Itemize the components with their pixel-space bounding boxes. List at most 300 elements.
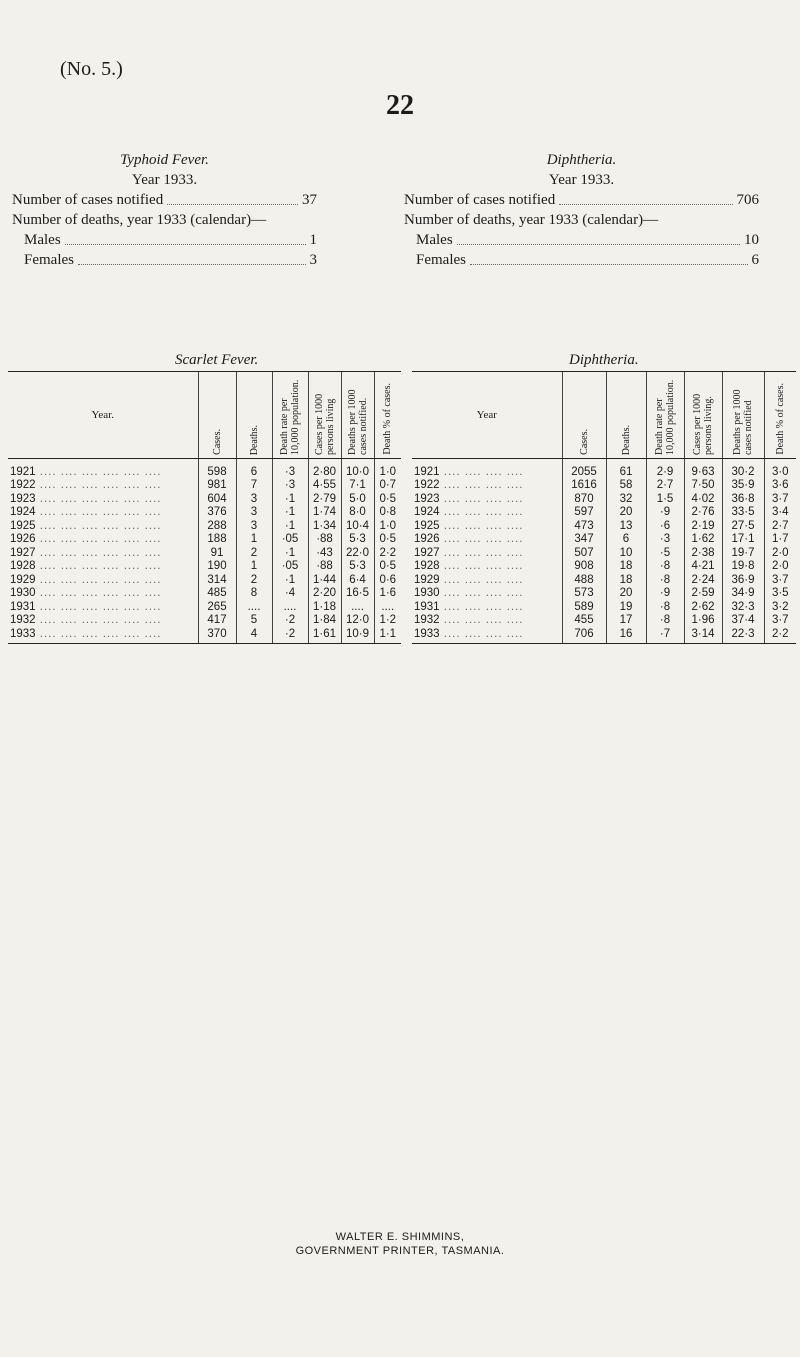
- table-cell: ·1: [272, 546, 308, 560]
- table-cell: 1·62: [684, 533, 722, 547]
- table-cell: 61: [606, 459, 646, 479]
- row-year: 1929: [10, 573, 36, 586]
- page-number: 22: [386, 90, 414, 121]
- table-cell: 35·9: [722, 479, 764, 493]
- table-cell: 2·38: [684, 546, 722, 560]
- table-cell: ·8: [646, 614, 684, 628]
- table-row: [412, 614, 796, 628]
- col-header-cases-per-1000-text: Cases per 1000 persons living: [313, 393, 336, 455]
- table-cell: 2·7: [764, 519, 796, 533]
- table-cell: 4·21: [684, 560, 722, 574]
- row-year: 1928: [414, 560, 440, 573]
- table-cell: 188: [198, 533, 236, 547]
- table-cell: 20: [606, 506, 646, 520]
- row-year: 1931: [414, 600, 440, 613]
- row-year-cell: 1930 .... .... .... ....: [414, 587, 524, 600]
- table-cell: 3·6: [764, 479, 796, 493]
- table-cell: 3·7: [764, 492, 796, 506]
- table-cell: 6: [606, 533, 646, 547]
- col-header-deaths-per-1000: [722, 372, 764, 459]
- scarlet-fever-table: [8, 371, 401, 644]
- table-cell: ....: [341, 600, 374, 614]
- table-cell: ·2: [272, 614, 308, 628]
- col-header-cases-text: Cases.: [578, 429, 590, 455]
- table-row: [8, 560, 401, 574]
- table-row: [8, 479, 401, 493]
- table-row: [412, 600, 796, 614]
- table-cell: 488: [562, 573, 606, 587]
- row-year-cell: 1925 .... .... .... .... .... ....: [10, 519, 162, 532]
- table-cell: 2·24: [684, 573, 722, 587]
- row-year-cell: 1926 .... .... .... ....: [414, 533, 524, 546]
- table-cell: ·9: [646, 506, 684, 520]
- table-cell: 1·96: [684, 614, 722, 628]
- table-row: [412, 492, 796, 506]
- typhoid-summary: [12, 150, 317, 270]
- table-cell: 2·76: [684, 506, 722, 520]
- table-cell: 5·0: [341, 492, 374, 506]
- table-cell: 36·9: [722, 573, 764, 587]
- table-row: [412, 459, 796, 479]
- table-cell: 1: [236, 560, 272, 574]
- col-header-cases: [562, 372, 606, 459]
- diphtheria-cases-label: Number of cases notified: [404, 192, 556, 208]
- table-cell: 2·62: [684, 600, 722, 614]
- table-cell: 2·9: [646, 459, 684, 479]
- col-header-deaths-text: Deaths.: [248, 424, 260, 455]
- table-cell: 2·79: [308, 492, 341, 506]
- row-year: 1933: [10, 627, 36, 640]
- diphtheria-table-body: [412, 459, 796, 644]
- table-cell: ·43: [308, 546, 341, 560]
- table-cell: 3·7: [764, 614, 796, 628]
- col-header-deaths-per-1000-text: Deaths per 1000 cases notified.: [346, 389, 369, 455]
- table-cell: ....: [374, 600, 401, 614]
- printer-footer: [0, 1230, 800, 1258]
- table-row: [412, 560, 796, 574]
- table-cell: 2·80: [308, 459, 341, 479]
- row-year: 1930: [10, 587, 36, 600]
- printer-name: WALTER E. SHIMMINS,: [335, 1231, 465, 1243]
- table-cell: 4·55: [308, 479, 341, 493]
- table-cell: ·1: [272, 506, 308, 520]
- table-cell: 16·5: [341, 587, 374, 601]
- row-year-cell: 1924 .... .... .... ....: [414, 506, 524, 519]
- table-cell: 7: [236, 479, 272, 493]
- table-cell: 5·3: [341, 560, 374, 574]
- table-cell: 37·4: [722, 614, 764, 628]
- table-cell: 417: [198, 614, 236, 628]
- row-year: 1925: [414, 519, 440, 532]
- table-cell: ·2: [272, 627, 308, 643]
- table-cell: 604: [198, 492, 236, 506]
- table-cell: 0·5: [374, 533, 401, 547]
- row-year-cell: 1923 .... .... .... .... .... ....: [10, 492, 162, 505]
- table-cell: ·05: [272, 560, 308, 574]
- typhoid-females-label: Females: [24, 252, 74, 268]
- table-row: [8, 600, 401, 614]
- table-cell: 2·0: [764, 560, 796, 574]
- table-cell: 22·0: [341, 546, 374, 560]
- table-cell: 2·2: [374, 546, 401, 560]
- table-cell: 2·7: [646, 479, 684, 493]
- table-cell: 376: [198, 506, 236, 520]
- document-number: (No. 5.): [60, 58, 123, 80]
- table-cell: 10·9: [341, 627, 374, 643]
- col-header-death-rate: [646, 372, 684, 459]
- diphtheria-females-label: Females: [416, 252, 466, 268]
- table-cell: 597: [562, 506, 606, 520]
- diphtheria-males-row: [404, 230, 759, 250]
- row-year-cell: 1928 .... .... .... ....: [414, 560, 524, 573]
- scarlet-table-body: [8, 459, 401, 644]
- table-row: [412, 506, 796, 520]
- row-year-cell: 1927 .... .... .... ....: [414, 546, 524, 559]
- table-cell: 6: [236, 459, 272, 479]
- table-row: [8, 506, 401, 520]
- table-cell: 17: [606, 614, 646, 628]
- table-cell: 485: [198, 587, 236, 601]
- row-year-cell: 1922 .... .... .... .... .... ....: [10, 479, 162, 492]
- diphtheria-deaths-heading-text: Number of deaths, year 1933 (calendar)—: [404, 212, 659, 228]
- col-header-death-pct-text: Death % of cases.: [382, 383, 394, 455]
- table-cell: ·8: [646, 600, 684, 614]
- table-row: [412, 587, 796, 601]
- table-cell: 573: [562, 587, 606, 601]
- table-cell: 30·2: [722, 459, 764, 479]
- table-cell: 9·63: [684, 459, 722, 479]
- table-cell: 2·0: [764, 546, 796, 560]
- col-header-deaths-text: Deaths.: [620, 424, 632, 455]
- row-year: 1931: [10, 600, 36, 613]
- typhoid-males-value: 1: [309, 232, 317, 248]
- table-cell: 16: [606, 627, 646, 643]
- table-cell: 17·1: [722, 533, 764, 547]
- typhoid-deaths-heading-text: Number of deaths, year 1933 (calendar)—: [12, 212, 267, 228]
- typhoid-year: Year 1933.: [131, 172, 198, 188]
- row-year-cell: 1925 .... .... .... ....: [414, 519, 524, 532]
- table-cell: 91: [198, 546, 236, 560]
- table-cell: ....: [272, 600, 308, 614]
- table-cell: 1616: [562, 479, 606, 493]
- table-cell: 33·5: [722, 506, 764, 520]
- row-year: 1924: [10, 506, 36, 519]
- row-year-cell: 1921 .... .... .... .... .... ....: [10, 465, 162, 478]
- table-cell: 1·1: [374, 627, 401, 643]
- col-header-death-rate: [272, 372, 308, 459]
- diphtheria-males-value: 10: [744, 232, 759, 248]
- table-cell: 2·19: [684, 519, 722, 533]
- table-cell: 3: [236, 506, 272, 520]
- col-header-deaths: [606, 372, 646, 459]
- row-year: 1927: [10, 546, 36, 559]
- table-cell: 2: [236, 573, 272, 587]
- table-row: [8, 573, 401, 587]
- col-header-cases-per-1000: [308, 372, 341, 459]
- table-cell: ·9: [646, 587, 684, 601]
- table-cell: 3·5: [764, 587, 796, 601]
- table-cell: 1·0: [374, 459, 401, 479]
- col-header-death-pct: [764, 372, 796, 459]
- table-cell: 1·18: [308, 600, 341, 614]
- table-cell: 7·1: [341, 479, 374, 493]
- table-cell: ·3: [272, 459, 308, 479]
- col-header-death-pct-text: Death % of cases.: [774, 383, 786, 455]
- table-cell: 981: [198, 479, 236, 493]
- table-cell: 10: [606, 546, 646, 560]
- row-year: 1925: [10, 519, 36, 532]
- table-cell: 1·5: [646, 492, 684, 506]
- row-year: 1930: [414, 587, 440, 600]
- table-cell: 3·7: [764, 573, 796, 587]
- diphtheria-deaths-heading: [404, 210, 759, 230]
- col-header-deaths: [236, 372, 272, 459]
- row-year: 1924: [414, 506, 440, 519]
- table-cell: ·3: [646, 533, 684, 547]
- table-cell: 32·3: [722, 600, 764, 614]
- table-header-row: [412, 372, 796, 459]
- table-row: [8, 519, 401, 533]
- table-cell: 870: [562, 492, 606, 506]
- row-year: 1928: [10, 560, 36, 573]
- row-year: 1932: [10, 614, 36, 627]
- diphtheria-females-value: 6: [751, 252, 759, 268]
- table-row: [8, 533, 401, 547]
- table-cell: 2: [236, 546, 272, 560]
- table-cell: 265: [198, 600, 236, 614]
- table-cell: 370: [198, 627, 236, 643]
- table-cell: 314: [198, 573, 236, 587]
- scarlet-table-title: Scarlet Fever.: [175, 352, 259, 368]
- table-cell: 0·5: [374, 560, 401, 574]
- table-cell: ·88: [308, 533, 341, 547]
- typhoid-title: Typhoid Fever.: [120, 152, 209, 168]
- table-row: [8, 459, 401, 479]
- table-cell: ·8: [646, 573, 684, 587]
- table-cell: 36·8: [722, 492, 764, 506]
- table-row: [412, 519, 796, 533]
- row-year: 1923: [414, 492, 440, 505]
- typhoid-males-label: Males: [24, 232, 61, 248]
- table-cell: 3·4: [764, 506, 796, 520]
- table-cell: ·3: [272, 479, 308, 493]
- table-cell: 5: [236, 614, 272, 628]
- diphtheria-summary-title: Diphtheria.: [546, 152, 617, 168]
- table-cell: 19: [606, 600, 646, 614]
- table-cell: 4·02: [684, 492, 722, 506]
- typhoid-cases-label: Number of cases notified: [12, 192, 164, 208]
- table-cell: ·05: [272, 533, 308, 547]
- table-cell: ·6: [646, 519, 684, 533]
- table-cell: 3·2: [764, 600, 796, 614]
- row-year-cell: 1928 .... .... .... .... .... ....: [10, 560, 162, 573]
- row-year: 1926: [414, 533, 440, 546]
- col-header-death-pct: [374, 372, 401, 459]
- table-cell: ....: [236, 600, 272, 614]
- printer-title: GOVERNMENT PRINTER, TASMANIA.: [295, 1245, 505, 1257]
- table-cell: 3·0: [764, 459, 796, 479]
- row-year-cell: 1933 .... .... .... .... .... ....: [8, 627, 198, 643]
- table-cell: ·7: [646, 627, 684, 643]
- row-year-cell: 1923 .... .... .... ....: [414, 492, 524, 505]
- row-year-cell: 1932 .... .... .... ....: [414, 614, 524, 627]
- table-cell: 2·59: [684, 587, 722, 601]
- table-cell: 10·0: [341, 459, 374, 479]
- table-cell: 2·2: [764, 627, 796, 643]
- table-cell: ·1: [272, 492, 308, 506]
- row-year: 1923: [10, 492, 36, 505]
- row-year-cell: 1924 .... .... .... .... .... ....: [10, 506, 162, 519]
- diphtheria-summary-year: Year 1933.: [548, 172, 615, 188]
- table-cell: 706: [562, 627, 606, 643]
- table-cell: 18: [606, 560, 646, 574]
- table-cell: 10·4: [341, 519, 374, 533]
- table-row: [8, 546, 401, 560]
- table-cell: 19·7: [722, 546, 764, 560]
- row-year: 1927: [414, 546, 440, 559]
- table-cell: ·1: [272, 573, 308, 587]
- table-cell: 0·8: [374, 506, 401, 520]
- typhoid-females-row: [12, 250, 317, 270]
- row-year-cell: 1929 .... .... .... .... .... ....: [10, 573, 162, 586]
- col-header-cases-text: Cases.: [211, 429, 223, 455]
- table-cell: 1·34: [308, 519, 341, 533]
- table-cell: 0·6: [374, 573, 401, 587]
- table-cell: 190: [198, 560, 236, 574]
- row-year: 1922: [414, 479, 440, 492]
- col-header-deaths-per-1000: [341, 372, 374, 459]
- table-cell: 1·84: [308, 614, 341, 628]
- table-row: [8, 492, 401, 506]
- typhoid-cases-row: [12, 190, 317, 210]
- table-row: [8, 627, 401, 643]
- row-year: 1933: [414, 627, 440, 640]
- diphtheria-table: [412, 371, 796, 644]
- row-year-cell: 1933 .... .... .... ....: [412, 627, 562, 643]
- table-cell: ·4: [272, 587, 308, 601]
- col-header-year: Year.: [8, 372, 198, 459]
- diphtheria-females-row: [404, 250, 759, 270]
- col-header-year: Year: [412, 372, 562, 459]
- col-header-death-rate-text: Death rate per 10,000 population.: [279, 379, 301, 455]
- table-cell: 27·5: [722, 519, 764, 533]
- col-header-death-rate-text: Death rate per 10,000 population.: [654, 379, 676, 455]
- table-cell: 589: [562, 600, 606, 614]
- row-year-cell: 1932 .... .... .... .... .... ....: [10, 614, 162, 627]
- row-year-cell: 1929 .... .... .... ....: [414, 573, 524, 586]
- table-cell: 1·0: [374, 519, 401, 533]
- table-cell: 507: [562, 546, 606, 560]
- row-year-cell: 1927 .... .... .... .... .... ....: [10, 546, 162, 559]
- table-row: [412, 627, 796, 643]
- table-row: [412, 546, 796, 560]
- table-cell: 598: [198, 459, 236, 479]
- row-year: 1921: [10, 465, 36, 478]
- table-cell: 32: [606, 492, 646, 506]
- table-cell: 3: [236, 519, 272, 533]
- table-row: [412, 479, 796, 493]
- table-cell: 1·2: [374, 614, 401, 628]
- typhoid-males-row: [12, 230, 317, 250]
- diphtheria-males-label: Males: [416, 232, 453, 248]
- table-cell: 3·14: [684, 627, 722, 643]
- table-cell: 6·4: [341, 573, 374, 587]
- row-year-cell: 1931 .... .... .... ....: [414, 600, 524, 613]
- table-cell: 18: [606, 573, 646, 587]
- col-header-deaths-per-1000-text: Deaths per 1000 cases notified: [732, 389, 754, 455]
- table-cell: ·1: [272, 519, 308, 533]
- table-cell: 1·61: [308, 627, 341, 643]
- table-cell: 1·74: [308, 506, 341, 520]
- table-cell: 7·50: [684, 479, 722, 493]
- table-cell: 0·7: [374, 479, 401, 493]
- table-cell: 908: [562, 560, 606, 574]
- col-header-cases: [198, 372, 236, 459]
- table-cell: 455: [562, 614, 606, 628]
- row-year: 1921: [414, 465, 440, 478]
- table-cell: 22·3: [722, 627, 764, 643]
- typhoid-cases-value: 37: [302, 192, 317, 208]
- row-year: 1926: [10, 533, 36, 546]
- table-row: [412, 573, 796, 587]
- table-cell: 347: [562, 533, 606, 547]
- table-cell: ·88: [308, 560, 341, 574]
- table-row: [412, 533, 796, 547]
- table-cell: 288: [198, 519, 236, 533]
- row-year: 1922: [10, 479, 36, 492]
- table-cell: 19·8: [722, 560, 764, 574]
- row-year-cell: 1921 .... .... .... ....: [414, 465, 524, 478]
- table-cell: 3: [236, 492, 272, 506]
- typhoid-deaths-heading: [12, 210, 317, 230]
- row-year-cell: 1922 .... .... .... ....: [414, 479, 524, 492]
- table-cell: 8: [236, 587, 272, 601]
- row-year: 1929: [414, 573, 440, 586]
- row-year-cell: 1931 .... .... .... .... .... ....: [10, 600, 162, 613]
- col-header-cases-per-1000-text: Cases per 1000 persons living.: [692, 393, 714, 455]
- table-cell: 1·6: [374, 587, 401, 601]
- table-cell: 12·0: [341, 614, 374, 628]
- table-cell: 1·44: [308, 573, 341, 587]
- table-cell: 473: [562, 519, 606, 533]
- table-cell: ·8: [646, 560, 684, 574]
- table-cell: 8·0: [341, 506, 374, 520]
- diphtheria-cases-row: [404, 190, 759, 210]
- table-cell: 0·5: [374, 492, 401, 506]
- diphtheria-summary: [404, 150, 759, 270]
- diphtheria-cases-value: 706: [736, 192, 759, 208]
- table-cell: 1·7: [764, 533, 796, 547]
- table-cell: ·5: [646, 546, 684, 560]
- table-cell: 5·3: [341, 533, 374, 547]
- table-cell: 1: [236, 533, 272, 547]
- row-year: 1932: [414, 614, 440, 627]
- table-cell: 34·9: [722, 587, 764, 601]
- table-cell: 2·20: [308, 587, 341, 601]
- table-row: [8, 614, 401, 628]
- table-cell: 2055: [562, 459, 606, 479]
- col-header-cases-per-1000: [684, 372, 722, 459]
- diphtheria-table-title: Diphtheria.: [569, 352, 639, 368]
- table-header-row: [8, 372, 401, 459]
- row-year-cell: 1930 .... .... .... .... .... ....: [10, 587, 162, 600]
- row-year-cell: 1926 .... .... .... .... .... ....: [10, 533, 162, 546]
- table-cell: 20: [606, 587, 646, 601]
- table-cell: 4: [236, 627, 272, 643]
- table-row: [8, 587, 401, 601]
- typhoid-females-value: 3: [309, 252, 317, 268]
- table-cell: 13: [606, 519, 646, 533]
